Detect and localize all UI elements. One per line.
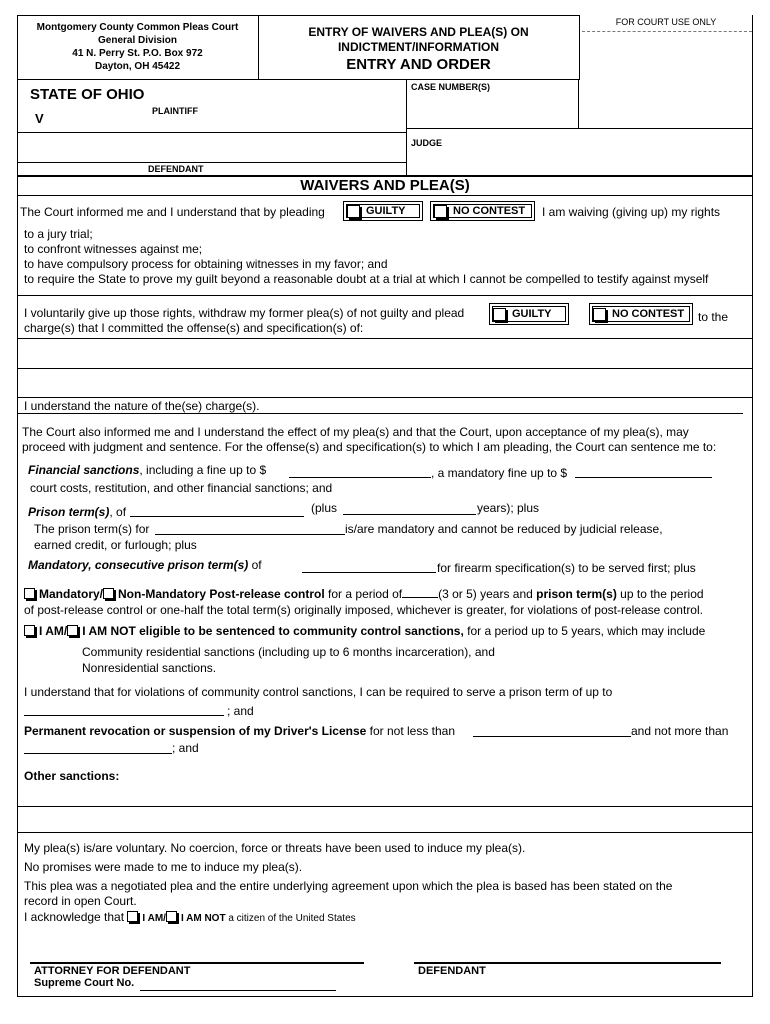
waiver-no-contest-label: NO CONTEST [453,205,526,217]
plea-no-contest-inner-border [592,306,690,322]
section-title: WAIVERS AND PLEA(S) [300,177,470,194]
plaintiff-label: PLAINTIFF [152,106,198,116]
community-text: for a period up to 5 years, which may include [463,624,706,638]
defendant-signature-line[interactable] [414,962,721,964]
community-line3: Nonresidential sanctions. [82,661,217,675]
prison-plus-years-field[interactable] [343,503,476,515]
prison-earned: earned credit, or furlough; plus [34,538,197,552]
community-i-am-not: I AM NOT eligible to be sentenced to community control sanctions, [82,624,464,638]
prison-label: Prison term(s) [28,505,110,519]
license-line1 [24,723,455,739]
license-max-field[interactable] [24,742,172,754]
prc-prison-term: prison term(s) [536,587,617,601]
license-and: ; and [172,741,199,755]
versus-label: V [35,111,44,126]
prc-non-mandatory: Non-Mandatory Post-release control [118,587,325,601]
citizenship-i-am-not: I AM NOT [180,913,226,924]
nature-divider [17,413,743,414]
supreme-court-label: Supreme Court No. [34,977,135,989]
citizenship-text: a citizen of the United States [225,913,356,924]
plea-no-contest-checkbox[interactable] [589,303,693,325]
waiver-guilty-checkbox[interactable] [343,201,423,221]
court-info [17,21,258,73]
state-of-ohio: STATE OF OHIO [30,86,145,103]
prc-line1 [24,586,704,602]
citizenship-line [24,909,356,927]
community-line1 [24,623,705,639]
waiver-no-contest-inner-border [433,204,532,218]
citizenship-ack: I acknowledge that [24,910,125,924]
defendant-label: DEFENDANT [148,164,204,174]
voluntary-line1: My plea(s) is/are voluntary. No coercion, force or threats have been used to induce my plea(s). [24,841,526,855]
supreme-court-number-field[interactable] [140,979,336,991]
court-address: 41 N. Perry St. P.O. Box 972 [72,48,203,59]
community-violations: I understand that for violations of community control sanctions, I can be required to serve a prison term of up to [24,685,613,699]
judge-box[interactable] [406,128,753,176]
prison-of: , of [109,505,127,519]
rights-list [24,227,708,287]
judge-label: JUDGE [411,138,443,148]
waiver-guilty-inner-border [346,204,420,218]
attorney-label: ATTORNEY FOR DEFENDANT [34,965,191,977]
consecutive-line [28,557,262,573]
checkbox-icon[interactable] [127,911,138,922]
plea-guilty-label: GUILTY [512,308,552,320]
form-title-line2: INDICTMENT/INFORMATION [337,40,500,54]
prison-term-field[interactable] [130,505,304,517]
fine-amount-field[interactable] [289,466,431,478]
financial-text1: , including a fine up to $ [139,463,267,477]
defendant-name-line [17,162,407,163]
voluntary-line3: This plea was a negotiated plea and the entire underlying agreement upon which the plea is based has been stated on the [24,879,673,893]
prison-for-text: The prison term(s) for [34,522,150,536]
consecutive-firearm: for firearm specification(s) to be served first; plus [437,561,696,575]
plea-line1: I voluntarily give up those rights, withdraw my former plea(s) of not guilty and plead [24,306,465,320]
mandatory-term-field[interactable] [155,523,345,535]
right-confront-witnesses: to confront witnesses against me; [24,242,203,256]
prison-plus: (plus [311,501,338,515]
form-title-line1: ENTRY OF WAIVERS AND PLEA(S) ON [308,25,529,39]
charges-line-2 [17,368,753,369]
form-title-line3: ENTRY AND ORDER [346,56,491,73]
prc-text3: up to the period [616,587,704,601]
license-text1: for not less than [366,724,456,738]
plea-line2: charge(s) that I committed the offense(s) and specification(s) of: [24,321,364,335]
prc-mandatory: Mandatory/ [39,587,104,601]
checkbox-icon[interactable] [166,911,177,922]
community-i-am: I AM/ [39,624,68,638]
defendant-signature-label: DEFENDANT [418,965,486,977]
violation-term-field[interactable] [24,704,224,716]
right-jury-trial: to a jury trial; [24,227,93,241]
right-reasonable-doubt: to require the State to prove my guilt beyond a reasonable doubt at a trial at which I cannot be compelled to testify against myself [24,272,709,286]
license-label: Permanent revocation or suspension of my Driver's License [24,724,367,738]
checkbox-icon[interactable] [24,588,35,599]
checkbox-icon[interactable] [103,588,114,599]
prc-years-field[interactable] [402,586,438,598]
plea-guilty-inner-border [492,306,566,322]
community-and: ; and [227,704,254,718]
other-sanctions-line-2 [17,832,753,833]
form-title [258,25,579,74]
prc-line2: of post-release control or one-half the total term(s) originally imposed, whichever is greater, for violations of post-release control. [24,603,703,617]
voluntary-line2: No promises were made to me to induce my plea(s). [24,860,303,874]
license-text2: and not more than [631,724,729,738]
checkbox-icon[interactable] [24,625,35,636]
consecutive-of: of [248,558,262,572]
financial-line1 [28,462,266,478]
consecutive-label: Mandatory, consecutive prison term(s) [28,558,249,572]
waiver-intro-after: I am waiving (giving up) my rights [542,205,721,219]
prison-years-plus: years); plus [477,501,540,515]
prison-mandatory-text: is/are mandatory and cannot be reduced by judicial release, [345,522,663,536]
waiver-no-contest-checkbox[interactable] [430,201,535,221]
header-top-line [17,15,579,16]
court-use-only-dashed-line [582,31,752,32]
plea-guilty-checkbox[interactable] [489,303,569,325]
plea-to-the: to the [698,310,729,324]
waiver-guilty-label: GUILTY [366,205,406,217]
other-sanctions-line-1 [17,806,753,807]
financial-text2: , a mandatory fine up to $ [431,466,568,480]
nature-statement: I understand the nature of the(se) charge(s). [24,399,260,413]
other-sanctions-label: Other sanctions: [24,769,120,783]
rights-divider [17,295,753,296]
mandatory-fine-field[interactable] [575,466,712,478]
prison-line1 [28,504,126,520]
financial-text3: court costs, restitution, and other financial sanctions; and [30,481,333,495]
court-city: Dayton, OH 45422 [94,61,181,72]
court-division: General Division [98,35,177,46]
parties-mid-line [17,132,407,133]
case-number-label: CASE NUMBER(S) [411,82,491,92]
effect-line1: The Court also informed me and I understand the effect of my plea(s) and that the Court, upon acceptance of my plea(s), may [22,425,689,439]
citizenship-i-am: I AM/ [142,913,166,924]
effect-line2: proceed with judgment and sentence. For the offense(s) and specification(s) to which I am pleading, the Court can sentence me to: [22,440,717,454]
prc-text2: (3 or 5) years and [438,587,537,601]
waiver-intro-before: The Court informed me and I understand that by pleading [20,205,325,219]
section-title-underline [17,195,753,196]
right-compulsory-process: to have compulsory process for obtaining witnesses in my favor; and [24,257,388,271]
community-line2: Community residential sanctions (including up to 6 months incarceration), and [82,645,495,659]
financial-label: Financial sanctions [28,463,140,477]
license-min-field[interactable] [473,725,631,737]
court-use-only-label: FOR COURT USE ONLY [615,17,717,27]
plea-no-contest-label: NO CONTEST [612,308,685,320]
prc-text1: for a period of [324,587,403,601]
consecutive-term-field[interactable] [302,561,436,573]
attorney-signature-line[interactable] [30,962,364,964]
voluntary-line4: record in open Court. [24,894,137,908]
charges-line-1 [17,338,753,339]
court-name: Montgomery County Common Pleas Court [36,22,239,33]
checkbox-icon[interactable] [67,625,78,636]
